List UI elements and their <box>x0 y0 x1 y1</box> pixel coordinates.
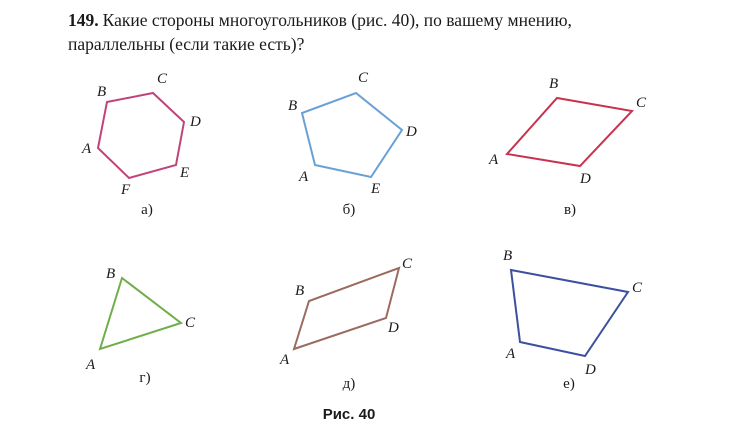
polygon-d <box>294 268 399 349</box>
vertex-label-e-a: A <box>506 346 516 362</box>
vertex-label-d-d: D <box>388 320 399 336</box>
vertex-label-b-c: C <box>358 70 369 86</box>
polygon-b <box>302 93 402 177</box>
polygon-group-d <box>279 256 413 392</box>
polygon-group-b <box>288 70 417 218</box>
polygon-g <box>100 278 181 349</box>
sublabel-d: д) <box>342 376 356 392</box>
vertex-label-b-d: D <box>406 124 417 140</box>
vertex-label-v-c: C <box>636 95 647 111</box>
sublabel-g: г) <box>139 370 151 386</box>
polygon-group-a <box>81 71 201 218</box>
vertex-label-a-d: D <box>190 114 201 130</box>
vertex-label-a-f: F <box>121 182 131 198</box>
vertex-label-v-d: D <box>580 171 591 187</box>
vertex-label-a-c: C <box>157 71 168 87</box>
vertex-label-g-c: C <box>185 315 196 331</box>
vertex-label-a-b: B <box>97 84 107 100</box>
vertex-label-v-b: B <box>549 76 559 92</box>
vertex-label-g-b: B <box>106 266 116 282</box>
polygon-a <box>98 93 184 178</box>
vertex-label-e-b: B <box>503 248 513 264</box>
problem-text-line-1: Какие стороны многоугольников (рис. 40), по вашему мнению, <box>102 10 572 30</box>
figure-caption: Рис. 40 <box>322 406 376 423</box>
vertex-label-a-e: E <box>180 165 190 181</box>
vertex-label-g-a: A <box>86 357 96 373</box>
polygon-group-g <box>85 266 196 386</box>
polygon-group-v <box>488 76 647 218</box>
sublabel-e: е) <box>563 376 575 392</box>
vertex-label-e-d: D <box>585 362 596 378</box>
problem-text-line-2: параллельны (если такие есть)? <box>68 34 305 54</box>
sublabel-v: в) <box>563 202 577 218</box>
polygon-e <box>511 270 628 356</box>
sublabel-b: б) <box>342 202 356 218</box>
vertex-label-e-c: C <box>632 280 643 296</box>
vertex-label-v-a: A <box>489 152 499 168</box>
polygon-v <box>507 98 632 166</box>
vertex-label-b-a: A <box>299 169 309 185</box>
vertex-label-d-c: C <box>402 256 413 272</box>
vertex-label-a-a: A <box>82 141 92 157</box>
problem-number: 149. <box>68 10 99 30</box>
sublabel-a: а) <box>141 202 153 218</box>
polygon-group-e <box>503 248 643 392</box>
vertex-label-d-b: B <box>295 283 305 299</box>
vertex-label-b-b: B <box>288 98 298 114</box>
vertex-label-b-e: E <box>371 181 381 197</box>
vertex-label-d-a: A <box>280 352 290 368</box>
